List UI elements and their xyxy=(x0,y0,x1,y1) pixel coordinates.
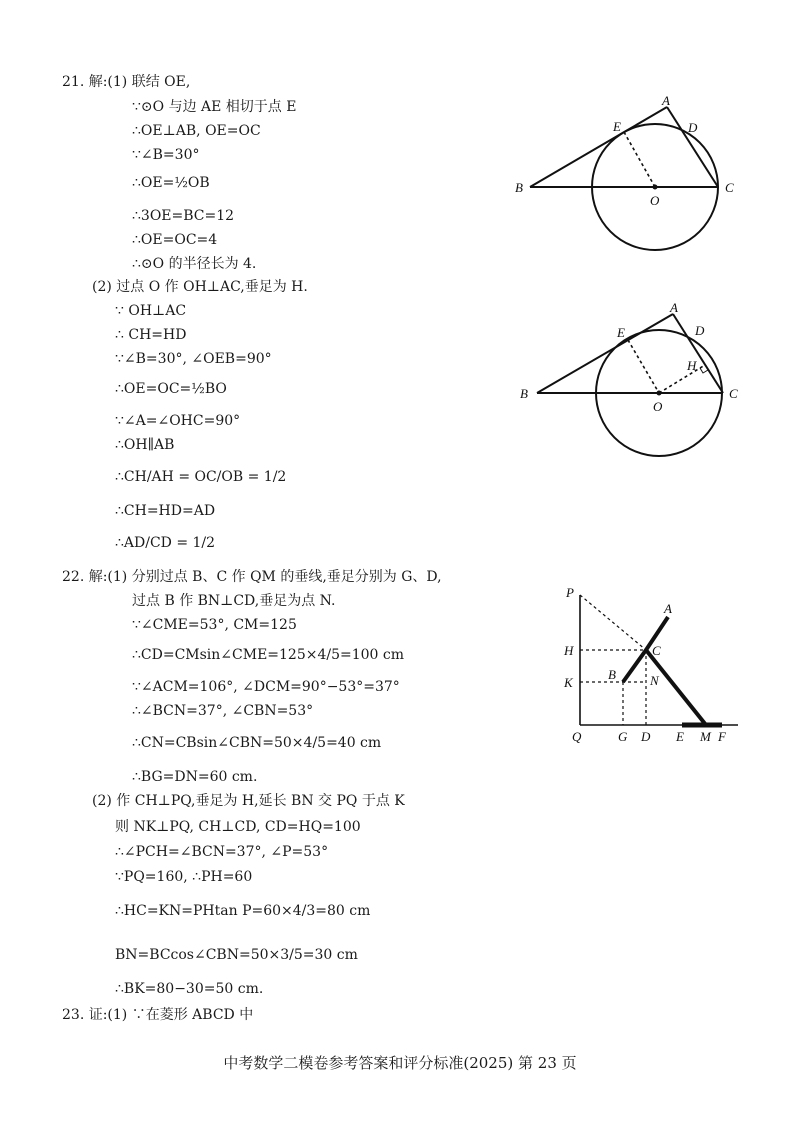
q21-p2-line: ∴OE=OC=½BO xyxy=(115,381,227,397)
q21-p2-line: ∴OH∥AB xyxy=(115,437,175,453)
fig3-label-h: H xyxy=(564,643,574,658)
q21-p2-line: ∴CH=HD=AD xyxy=(115,503,216,519)
figure-q22 xyxy=(560,585,750,745)
fig3-label-q: Q xyxy=(572,729,582,744)
page-footer: 中考数学二模卷参考答案和评分标准(2025) 第 23 页 xyxy=(223,1054,577,1072)
q21-line: ∴OE=½OB xyxy=(132,175,210,191)
q22-line: ∴CN=CBsin∠CBN=50×4/5=40 cm xyxy=(132,735,382,751)
q22-p2-line: ∴HC=KN=PHtan P=60×4/3=80 cm xyxy=(115,903,371,919)
fig2-label-c: C xyxy=(729,386,738,401)
fig3-label-n: N xyxy=(650,673,659,688)
fig2-label-h: H xyxy=(687,358,697,373)
fig1-label-b: B xyxy=(515,180,523,195)
q21-line: ∴OE=OC=4 xyxy=(132,232,218,248)
q22-head: 22. 解:(1) 分别过点 B、C 作 QM 的垂线,垂足分别为 G、D, xyxy=(62,569,442,585)
q21-p2-line: ∴ CH=HD xyxy=(115,327,187,343)
q21-line: ∴OE⊥AB, OE=OC xyxy=(132,123,261,139)
fig2-label-a: A xyxy=(670,300,678,315)
fig3-label-p: P xyxy=(566,585,574,600)
q22-p2-line: ∴∠PCH=∠BCN=37°, ∠P=53° xyxy=(115,844,329,860)
q22-line: ∵∠CME=53°, CM=125 xyxy=(132,617,297,633)
fig3-label-c: C xyxy=(652,643,661,658)
fig3-label-b: B xyxy=(608,667,616,682)
q21-line: ∴3OE=BC=12 xyxy=(132,208,235,224)
fig1-label-e: E xyxy=(613,119,621,134)
q22-p2-line: ∵PQ=160, ∴PH=60 xyxy=(115,869,253,885)
q21-line: ∵⊙O 与边 AE 相切于点 E xyxy=(132,99,297,115)
fig2-label-o: O xyxy=(653,399,663,414)
fig2-label-e: E xyxy=(617,325,625,340)
q22-line: ∴CD=CMsin∠CME=125×4/5=100 cm xyxy=(132,647,405,663)
q21-line: ∵∠B=30° xyxy=(132,147,200,163)
fig2-label-d: D xyxy=(695,323,705,338)
q21-p2-line: ∵ OH⊥AC xyxy=(115,303,187,319)
q22-line: ∴BG=DN=60 cm. xyxy=(132,769,258,785)
fig2-label-b: B xyxy=(520,386,528,401)
q22-line: 过点 B 作 BN⊥CD,垂足为点 N. xyxy=(132,593,336,609)
fig1-label-c: C xyxy=(725,180,734,195)
fig3-label-k: K xyxy=(564,675,573,690)
q21-p2-head: (2) 过点 O 作 OH⊥AC,垂足为 H. xyxy=(92,279,308,295)
q22-p2-head: (2) 作 CH⊥PQ,垂足为 H,延长 BN 交 PQ 于点 K xyxy=(92,793,405,809)
fig3-label-a: A xyxy=(664,601,672,616)
fig3-label-g: G xyxy=(618,729,628,744)
fig1-label-o: O xyxy=(650,193,660,208)
fig1-label-d: D xyxy=(688,120,698,135)
fig1-label-a: A xyxy=(662,93,670,108)
q21-line: ∴⊙O 的半径长为 4. xyxy=(132,256,257,272)
q22-line: ∴∠BCN=37°, ∠CBN=53° xyxy=(132,703,314,719)
q21-p2-line: ∴CH/AH = OC/OB = 1/2 xyxy=(115,469,287,485)
figure-q21-part1 xyxy=(505,90,760,255)
fig3-label-d: D xyxy=(641,729,651,744)
q21-head: 21. 解:(1) 联结 OE, xyxy=(62,74,191,90)
fig3-label-e: E xyxy=(676,729,684,744)
q22-p2-line: ∴BK=80−30=50 cm. xyxy=(115,981,264,997)
fig3-label-m: M xyxy=(700,729,711,744)
q21-p2-line: ∵∠B=30°, ∠OEB=90° xyxy=(115,351,272,367)
figure-q21-part2 xyxy=(505,295,760,460)
q23-head: 23. 证:(1) ∵在菱形 ABCD 中 xyxy=(62,1007,254,1023)
q21-p2-line: ∵∠A=∠OHC=90° xyxy=(115,413,241,429)
q22-p2-line: 则 NK⊥PQ, CH⊥CD, CD=HQ=100 xyxy=(115,819,361,835)
q22-line: ∵∠ACM=106°, ∠DCM=90°−53°=37° xyxy=(132,679,400,695)
q21-p2-line: ∴AD/CD = 1/2 xyxy=(115,535,216,551)
q22-p2-line: BN=BCcos∠CBN=50×3/5=30 cm xyxy=(115,947,358,963)
fig3-label-f: F xyxy=(718,729,726,744)
